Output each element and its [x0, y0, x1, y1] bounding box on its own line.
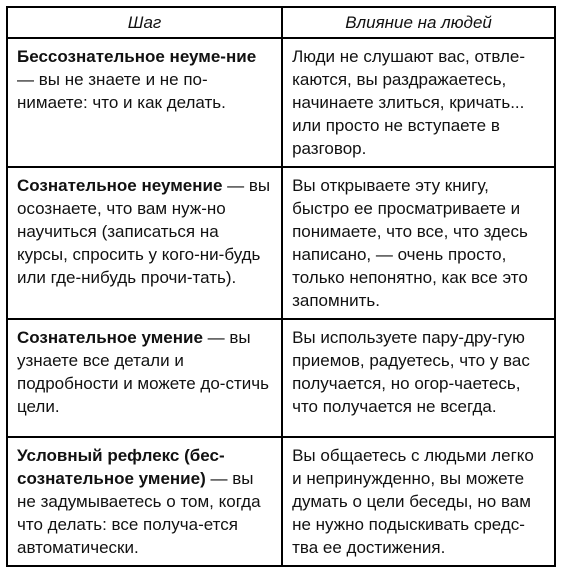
effect-cell: Вы используете пару-дру-гую приемов, радуетесь, что у вас получается, но огор-чаетесь, что получается не всегда. — [282, 319, 555, 437]
effect-cell: Вы открываете эту книгу, быстро ее просматриваете и понимаете, что все, что здесь написано, — очень просто, только непонятно, как все это запомнить. — [282, 167, 555, 319]
step-title: Условный рефлекс (бес-сознательное умение) — [17, 446, 225, 488]
step-cell — [7, 38, 282, 167]
step-title: Сознательное умение — [17, 328, 203, 347]
table-row — [7, 437, 555, 566]
table-header-row — [7, 7, 555, 38]
column-header-effect: Влияние на людей — [282, 7, 555, 38]
step-description: — вы осознаете, что вам нуж-но научиться (записаться на курсы, спросить у кого-ни-будь или где-нибудь прочи-тать). — [17, 176, 271, 287]
column-header-step: Шаг — [7, 7, 282, 38]
step-description: — вы узнаете все детали и подробности и можете до-стичь цели. — [17, 328, 269, 416]
step-title: Бессознательное неуме-ние — [17, 47, 257, 66]
effect-cell: Люди не слушают вас, отвле-каются, вы раздражаетесь, начинаете злиться, кричать... или просто не вступаете в разговор. — [282, 38, 555, 167]
table-row — [7, 38, 555, 167]
step-cell — [7, 167, 282, 319]
steps-table-container — [6, 6, 556, 557]
step-description: — вы не задумываетесь о том, когда что делать: все получа-ется автоматически. — [17, 469, 261, 557]
step-cell — [7, 437, 282, 566]
table-row — [7, 167, 555, 319]
steps-table — [6, 6, 556, 567]
step-title: Сознательное неумение — [17, 176, 223, 195]
step-description: — вы не знаете и не по-нимаете: что и как делать. — [17, 70, 226, 112]
step-cell — [7, 319, 282, 437]
table-row — [7, 319, 555, 437]
effect-cell: Вы общаетесь с людьми легко и непринужденно, вы можете думать о цели беседы, но вам не нужно подыскивать средс-тва ее достижения. — [282, 437, 555, 566]
